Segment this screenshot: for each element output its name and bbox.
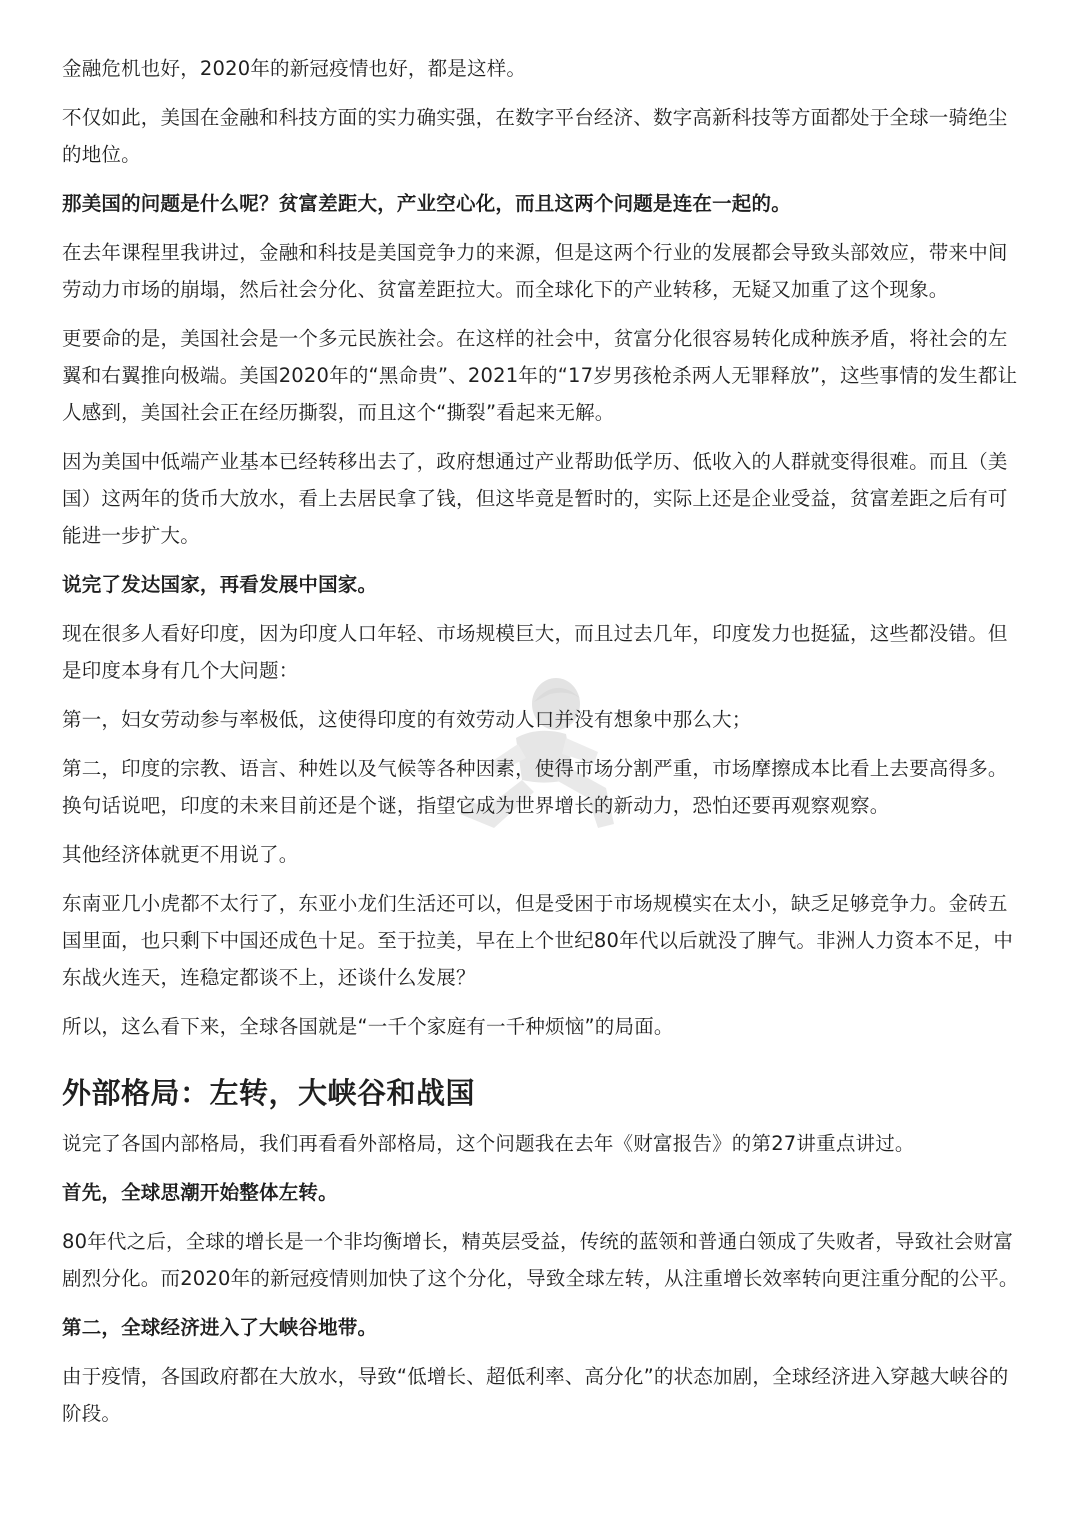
paragraph: 不仅如此，美国在金融和科技方面的实力确实强，在数字平台经济、数字高新科技等方面都处于全球一骑绝尘的地位。 [62,106,1008,166]
paragraph: 第二，印度的宗教、语言、种姓以及气候等各种因素，使得市场分割严重，市场摩擦成本比看上去要高得多。换句话说吧，印度的未来目前还是个谜，指望它成为世界增长的新动力，恐怕还要再观察观察。 [62,757,1008,817]
paragraph: 现在很多人看好印度，因为印度人口年轻、市场规模巨大，而且过去几年，印度发力也挺猛，这些都没错。但是印度本身有几个大问题： [62,622,1008,682]
paragraph: 80年代之后，全球的增长是一个非均衡增长，精英层受益，传统的蓝领和普通白领成了失败者，导致社会财富剧烈分化。而2020年的新冠疫情则加快了这个分化，导致全球左转，从注重增长效率转向更注重分配的公平。 [62,1230,1019,1290]
paragraph: 金融危机也好，2020年的新冠疫情也好，都是这样。 [62,57,527,80]
paragraph: 因为美国中低端产业基本已经转移出去了，政府想通过产业帮助低学历、低收入的人群就变得很难。而且（美国）这两年的货币大放水，看上去居民拿了钱，但这毕竟是暂时的，实际上还是企业受益，贫富差距之后有可能进一步扩大。 [62,450,1008,547]
bold-paragraph: 那美国的问题是什么呢？贫富差距大，产业空心化，而且这两个问题是连在一起的。 [62,192,791,215]
paragraph: 说完了各国内部格局，我们再看看外部格局，这个问题我在去年《财富报告》的第27讲重点讲过。 [62,1132,915,1155]
paragraph: 第一，妇女劳动参与率极低，这使得印度的有效劳动人口并没有想象中那么大； [62,708,752,731]
article-body [62,50,1024,1444]
paragraph: 东南亚几小虎都不太行了，东亚小龙们生活还可以，但是受困于市场规模实在太小，缺乏足够竞争力。金砖五国里面，也只剩下中国还成色十足。至于拉美，早在上个世纪80年代以后就没了脾气。非洲人力资本不足，中东战火连天，连稳定都谈不上，还谈什么发展？ [62,892,1014,989]
paragraph: 在去年课程里我讲过，金融和科技是美国竞争力的来源，但是这两个行业的发展都会导致头部效应，带来中间劳动力市场的崩塌，然后社会分化、贫富差距拉大。而全球化下的产业转移，无疑又加重了这个现象。 [62,241,1008,301]
paragraph: 由于疫情，各国政府都在大放水，导致“低增长、超低利率、高分化”的状态加剧，全球经济进入穿越大峡谷的阶段。 [62,1365,1009,1425]
paragraph: 更要命的是，美国社会是一个多元民族社会。在这样的社会中，贫富分化很容易转化成种族矛盾，将社会的左翼和右翼推向极端。美国2020年的“黑命贵”、2021年的“17岁男孩枪杀两人无罪释放”，这些事情的发生都让人感到，美国社会正在经历撕裂，而且这个“撕裂”看起来无解。 [62,327,1018,424]
bold-paragraph: 首先，全球思潮开始整体左转。 [62,1181,338,1204]
paragraph: 其他经济体就更不用说了。 [62,843,299,866]
section-heading: 外部格局：左转，大峡谷和战国 [62,1076,476,1110]
paragraph: 所以，这么看下来，全球各国就是“一千个家庭有一千种烦恼”的局面。 [62,1015,674,1038]
bold-paragraph: 说完了发达国家，再看发展中国家。 [62,573,378,596]
bold-paragraph: 第二，全球经济进入了大峡谷地带。 [62,1316,378,1339]
